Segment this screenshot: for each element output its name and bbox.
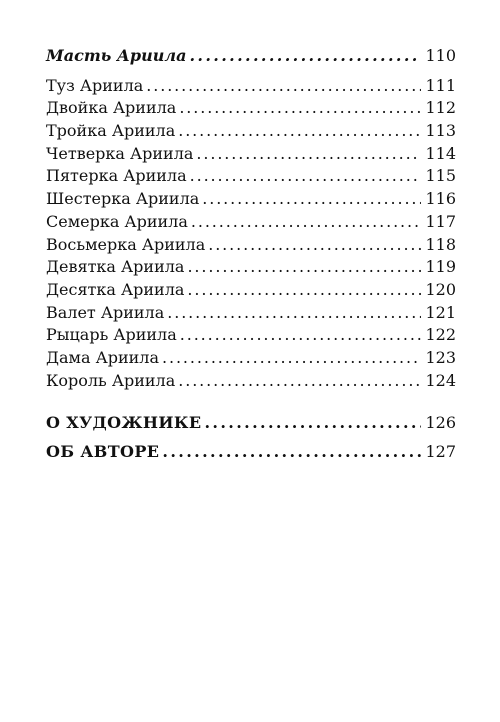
dot-leader (162, 442, 421, 462)
entry-title: Двойка Ариила (46, 98, 177, 117)
entry-title: Пятерка Ариила (46, 166, 187, 185)
dot-leader (202, 189, 421, 209)
entry-title: Восьмерка Ариила (46, 235, 206, 254)
entry-page-number: 115 (425, 166, 456, 185)
dot-leader (191, 212, 422, 232)
toc-entry (46, 76, 456, 96)
dot-leader (187, 280, 421, 300)
entry-page-number: 111 (425, 76, 456, 95)
entry-title: Семерка Ариила (46, 212, 188, 231)
entry-page-number: 120 (425, 280, 456, 299)
dot-leader (189, 46, 421, 66)
dot-leader (178, 121, 421, 141)
toc-entry (46, 212, 456, 232)
entry-title: Рыцарь Ариила (46, 325, 177, 344)
toc-entry (46, 303, 456, 323)
dot-leader (190, 166, 422, 186)
entry-page-number: 114 (425, 144, 456, 163)
dot-leader (162, 348, 421, 368)
toc-entry (46, 166, 456, 186)
toc-entry (46, 235, 456, 255)
back-matter-title: О ХУДОЖНИКЕ (46, 413, 202, 432)
entry-title: Десятка Ариила (46, 280, 185, 299)
toc-entry (46, 98, 456, 118)
entry-page-number: 117 (425, 212, 456, 231)
dot-leader (208, 235, 421, 255)
entry-title: Туз Ариила (46, 76, 144, 95)
toc-section-heading (46, 46, 456, 66)
entry-title: Тройка Ариила (46, 121, 176, 140)
toc-entry (46, 144, 456, 164)
back-matter-title: ОБ АВТОРЕ (46, 442, 160, 461)
entry-page-number: 119 (425, 257, 456, 276)
dot-leader (179, 98, 421, 118)
toc-entry (46, 280, 456, 300)
entry-page-number: 122 (425, 325, 456, 344)
toc-entry (46, 257, 456, 277)
entry-title: Четверка Ариила (46, 144, 194, 163)
back-matter-page-number: 127 (425, 442, 456, 461)
toc-entry (46, 371, 456, 391)
entry-page-number: 116 (425, 189, 456, 208)
toc-back-matter-entry (46, 442, 456, 462)
dot-leader (146, 76, 421, 96)
entry-page-number: 123 (425, 348, 456, 367)
entry-title: Валет Ариила (46, 303, 165, 322)
entry-page-number: 112 (425, 98, 456, 117)
toc-entry (46, 189, 456, 209)
toc-back-matter-entry (46, 413, 456, 433)
section-title: Масть Ариила (46, 46, 187, 65)
dot-leader (167, 303, 421, 323)
entry-page-number: 121 (425, 303, 456, 322)
section-page-number: 110 (425, 46, 456, 65)
entry-page-number: 124 (425, 371, 456, 390)
dot-leader (204, 413, 421, 433)
dot-leader (180, 325, 422, 345)
back-matter-page-number: 126 (425, 413, 456, 432)
entry-page-number: 118 (425, 235, 456, 254)
entry-title: Дама Ариила (46, 348, 160, 367)
dot-leader (196, 144, 421, 164)
toc-entry (46, 325, 456, 345)
entry-title: Король Ариила (46, 371, 176, 390)
dot-leader (187, 257, 421, 277)
dot-leader (178, 371, 421, 391)
toc-entry (46, 348, 456, 368)
entry-title: Девятка Ариила (46, 257, 185, 276)
entry-page-number: 113 (425, 121, 456, 140)
toc-entry (46, 121, 456, 141)
entry-title: Шестерка Ариила (46, 189, 200, 208)
